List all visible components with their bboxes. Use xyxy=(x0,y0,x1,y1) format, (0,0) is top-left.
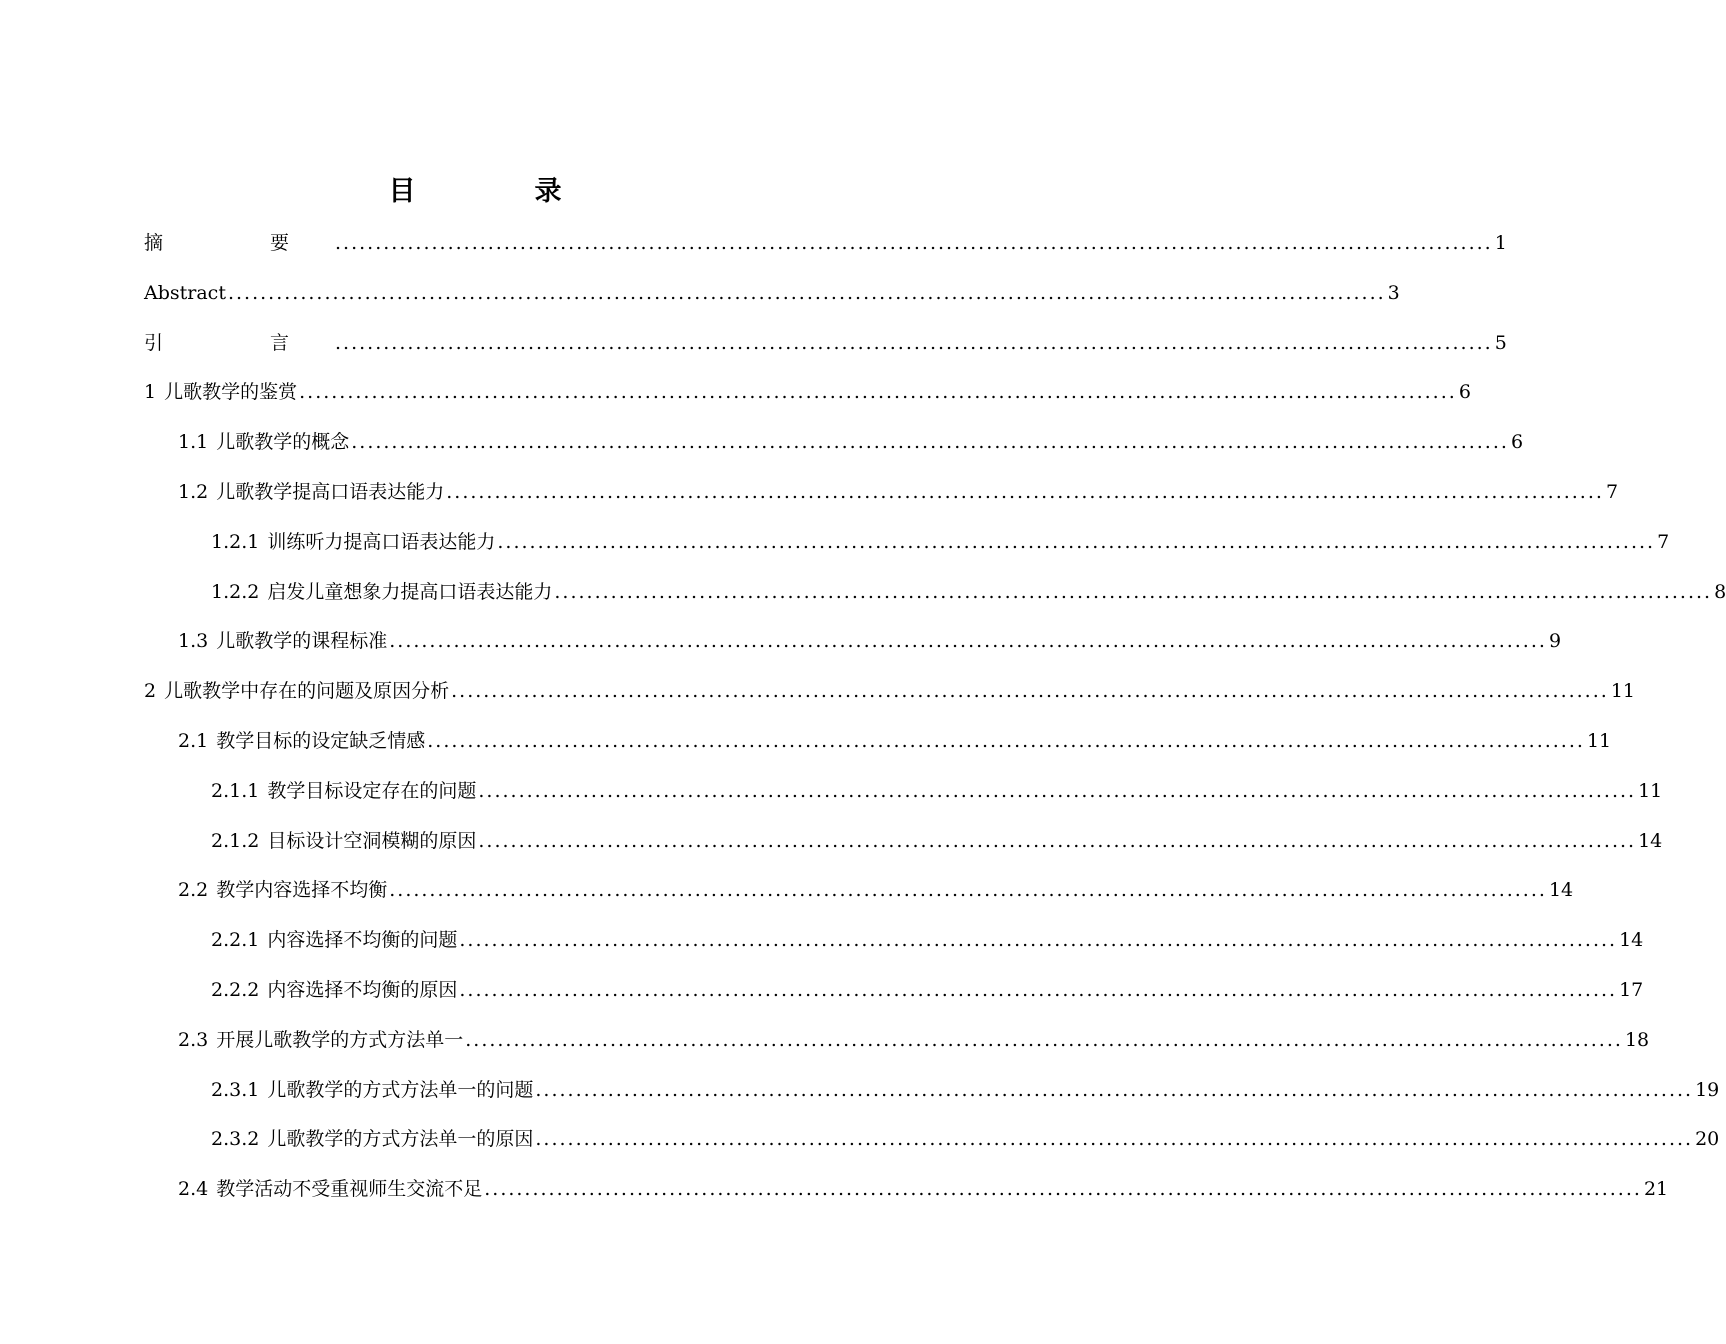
toc-entry-text: 引 言 xyxy=(144,331,334,354)
toc-entry[interactable] xyxy=(178,417,1524,467)
toc-entry-number: 2.1 xyxy=(178,730,209,752)
toc-page-number: 14 xyxy=(1619,929,1644,952)
toc-dot-leader: ................................................................................................................................................ xyxy=(451,680,1609,703)
toc-dot-leader: ................................................................................................................................................ xyxy=(484,1178,1642,1201)
toc-entry-label xyxy=(211,530,495,554)
toc-page-number: 21 xyxy=(1643,1178,1669,1201)
toc-dot-leader: ................................................................................................................................................ xyxy=(478,829,1637,852)
toc-entry-label xyxy=(144,231,333,255)
toc-title: 目 录 xyxy=(388,176,608,207)
toc-entry-text: 教学内容选择不均衡 xyxy=(216,879,388,902)
toc-entry-text: 内容选择不均衡的原因 xyxy=(267,979,458,1001)
toc-entry-number: 2.4 xyxy=(178,1178,209,1201)
toc-page-number: 11 xyxy=(1586,730,1612,752)
toc-entry-text: 目标设计空洞模糊的原因 xyxy=(267,829,477,852)
toc-entry-number: 1.3 xyxy=(178,630,209,653)
toc-entry-number: 1.2 xyxy=(178,481,209,503)
toc-entry-number: 1.2.2 xyxy=(211,580,260,603)
toc-page-number: 19 xyxy=(1695,1078,1720,1101)
toc-entry[interactable] xyxy=(144,367,1471,417)
toc-entry-text: 摘 要 xyxy=(144,232,334,254)
toc-entry-number: 2.3.2 xyxy=(211,1128,260,1151)
toc-entry-label xyxy=(144,380,297,404)
toc-entry[interactable] xyxy=(178,1164,1669,1214)
toc-entry-number: 2.2 xyxy=(178,879,209,902)
toc-dot-leader: ................................................................................................................................................ xyxy=(335,232,1493,254)
toc-entry-number: 2.1.1 xyxy=(211,779,260,802)
toc-entry-text: 儿歌教学中存在的问题及原因分析 xyxy=(164,680,450,703)
toc-entry-text: 儿歌教学的课程标准 xyxy=(216,630,388,653)
toc-entry-label xyxy=(211,1127,533,1151)
toc-dot-leader: ................................................................................................................................................ xyxy=(465,1028,1623,1051)
toc-entry[interactable] xyxy=(178,716,1612,766)
toc-dot-leader: ................................................................................................................................................ xyxy=(459,979,1618,1001)
toc-entry-number: 1.1 xyxy=(178,431,209,454)
toc-entry[interactable] xyxy=(211,915,1644,965)
toc-page-number: 14 xyxy=(1638,829,1663,852)
toc-entry-label xyxy=(211,779,476,803)
toc-entry-text: 教学目标设定存在的问题 xyxy=(267,779,477,802)
toc-entry-text: 训练听力提高口语表达能力 xyxy=(267,530,496,553)
toc-entry[interactable] xyxy=(178,616,1562,666)
toc-entry[interactable] xyxy=(211,1065,1720,1115)
toc-page-number: 1 xyxy=(1494,232,1507,254)
toc-page-number: 11 xyxy=(1610,680,1635,703)
toc-entry[interactable] xyxy=(144,318,1507,368)
toc-entry-number: 1.2.1 xyxy=(211,530,260,553)
toc-entry[interactable] xyxy=(211,766,1663,816)
toc-entry-text: 儿歌教学的方式方法单一的问题 xyxy=(267,1078,534,1101)
toc-entry-text: 儿歌教学的方式方法单一的原因 xyxy=(267,1128,534,1151)
toc-dot-leader: ................................................................................................................................................ xyxy=(389,879,1547,902)
toc-dot-leader: ................................................................................................................................................ xyxy=(535,1128,1694,1151)
toc-page-number: 20 xyxy=(1695,1128,1720,1151)
toc-dot-leader: ................................................................................................................................................ xyxy=(299,381,1457,404)
toc-entry-text: 儿歌教学提高口语表达能力 xyxy=(216,481,445,503)
toc-page-number: 6 xyxy=(1458,381,1471,404)
toc-entry-label xyxy=(178,430,349,454)
toc-entry[interactable] xyxy=(144,666,1635,716)
toc-page-number: 11 xyxy=(1638,779,1663,802)
toc-dot-leader: ................................................................................................................................................ xyxy=(554,580,1713,603)
toc-entry-number: 2 xyxy=(144,680,157,703)
toc-entry-text: 儿歌教学的概念 xyxy=(216,431,350,454)
toc-entry-label xyxy=(178,1028,463,1052)
toc-entry-text: 儿歌教学的鉴赏 xyxy=(164,381,298,404)
toc-entry-text: 教学活动不受重视师生交流不足 xyxy=(216,1178,483,1201)
toc-entry-text: Abstract xyxy=(144,281,226,304)
toc-entry-label xyxy=(178,729,425,753)
toc-page-number: 17 xyxy=(1619,979,1644,1001)
toc-dot-leader: ................................................................................................................................................ xyxy=(351,431,1509,454)
toc-entry-label xyxy=(144,281,226,305)
toc-dot-leader: ................................................................................................................................................ xyxy=(335,331,1493,354)
toc-page-number: 5 xyxy=(1494,331,1507,354)
toc-entry[interactable] xyxy=(211,1114,1720,1164)
toc-entry-label xyxy=(211,978,457,1002)
toc-page-number: 8 xyxy=(1714,580,1726,603)
toc-entry-label xyxy=(211,580,552,604)
toc-entry[interactable] xyxy=(211,567,1726,617)
toc-dot-leader: ................................................................................................................................................ xyxy=(446,481,1604,503)
toc-page-number: 3 xyxy=(1387,281,1400,304)
toc-dot-leader: ................................................................................................................................................ xyxy=(427,730,1585,752)
toc-entry[interactable] xyxy=(211,965,1644,1015)
toc-entry-number: 1 xyxy=(144,381,157,404)
toc-entry-number: 2.2.2 xyxy=(211,979,260,1001)
toc-dot-leader: ................................................................................................................................................ xyxy=(389,630,1547,653)
toc-entry-number: 2.2.1 xyxy=(211,929,260,952)
toc-dot-leader: ................................................................................................................................................ xyxy=(478,779,1637,802)
toc-dot-leader: ................................................................................................................................................ xyxy=(535,1078,1694,1101)
toc-entry-text: 启发儿童想象力提高口语表达能力 xyxy=(267,580,553,603)
toc-page-number: 9 xyxy=(1548,630,1562,653)
toc-entry-label xyxy=(144,331,333,355)
toc-entry[interactable] xyxy=(178,467,1619,517)
toc-entry-label xyxy=(144,679,449,703)
toc-page-number: 14 xyxy=(1548,879,1574,902)
toc-page-number: 18 xyxy=(1624,1028,1650,1051)
toc-entry-label xyxy=(178,1177,482,1201)
toc-entry[interactable] xyxy=(178,1015,1650,1065)
toc-page-number: 6 xyxy=(1510,431,1524,454)
toc-dot-leader: ................................................................................................................................................ xyxy=(497,530,1656,553)
toc-entry[interactable] xyxy=(144,268,1400,318)
toc-entry-number: 2.3.1 xyxy=(211,1078,260,1101)
toc-entry-text: 内容选择不均衡的问题 xyxy=(267,929,458,952)
toc-entry[interactable] xyxy=(211,816,1663,866)
toc-entry-label xyxy=(178,629,387,653)
toc-dot-leader: ................................................................................................................................................ xyxy=(227,281,1386,304)
toc-entry-label xyxy=(211,1078,533,1102)
toc-entry-label xyxy=(178,878,387,902)
toc-entry-number: 2.3 xyxy=(178,1028,209,1051)
toc-entry[interactable] xyxy=(144,218,1507,268)
toc-entry[interactable] xyxy=(211,517,1670,567)
toc-page-number: 7 xyxy=(1605,481,1619,503)
toc-entry[interactable] xyxy=(178,865,1574,915)
toc-page-number: 7 xyxy=(1657,530,1670,553)
toc-entry-label xyxy=(211,928,457,952)
toc-dot-leader: ................................................................................................................................................ xyxy=(459,929,1618,952)
toc-entry-label xyxy=(178,480,444,504)
toc-entry-number: 2.1.2 xyxy=(211,829,260,852)
toc-entry-text: 开展儿歌教学的方式方法单一 xyxy=(216,1028,464,1051)
toc-entry-label xyxy=(211,829,476,853)
toc-entry-text: 教学目标的设定缺乏情感 xyxy=(216,730,426,752)
